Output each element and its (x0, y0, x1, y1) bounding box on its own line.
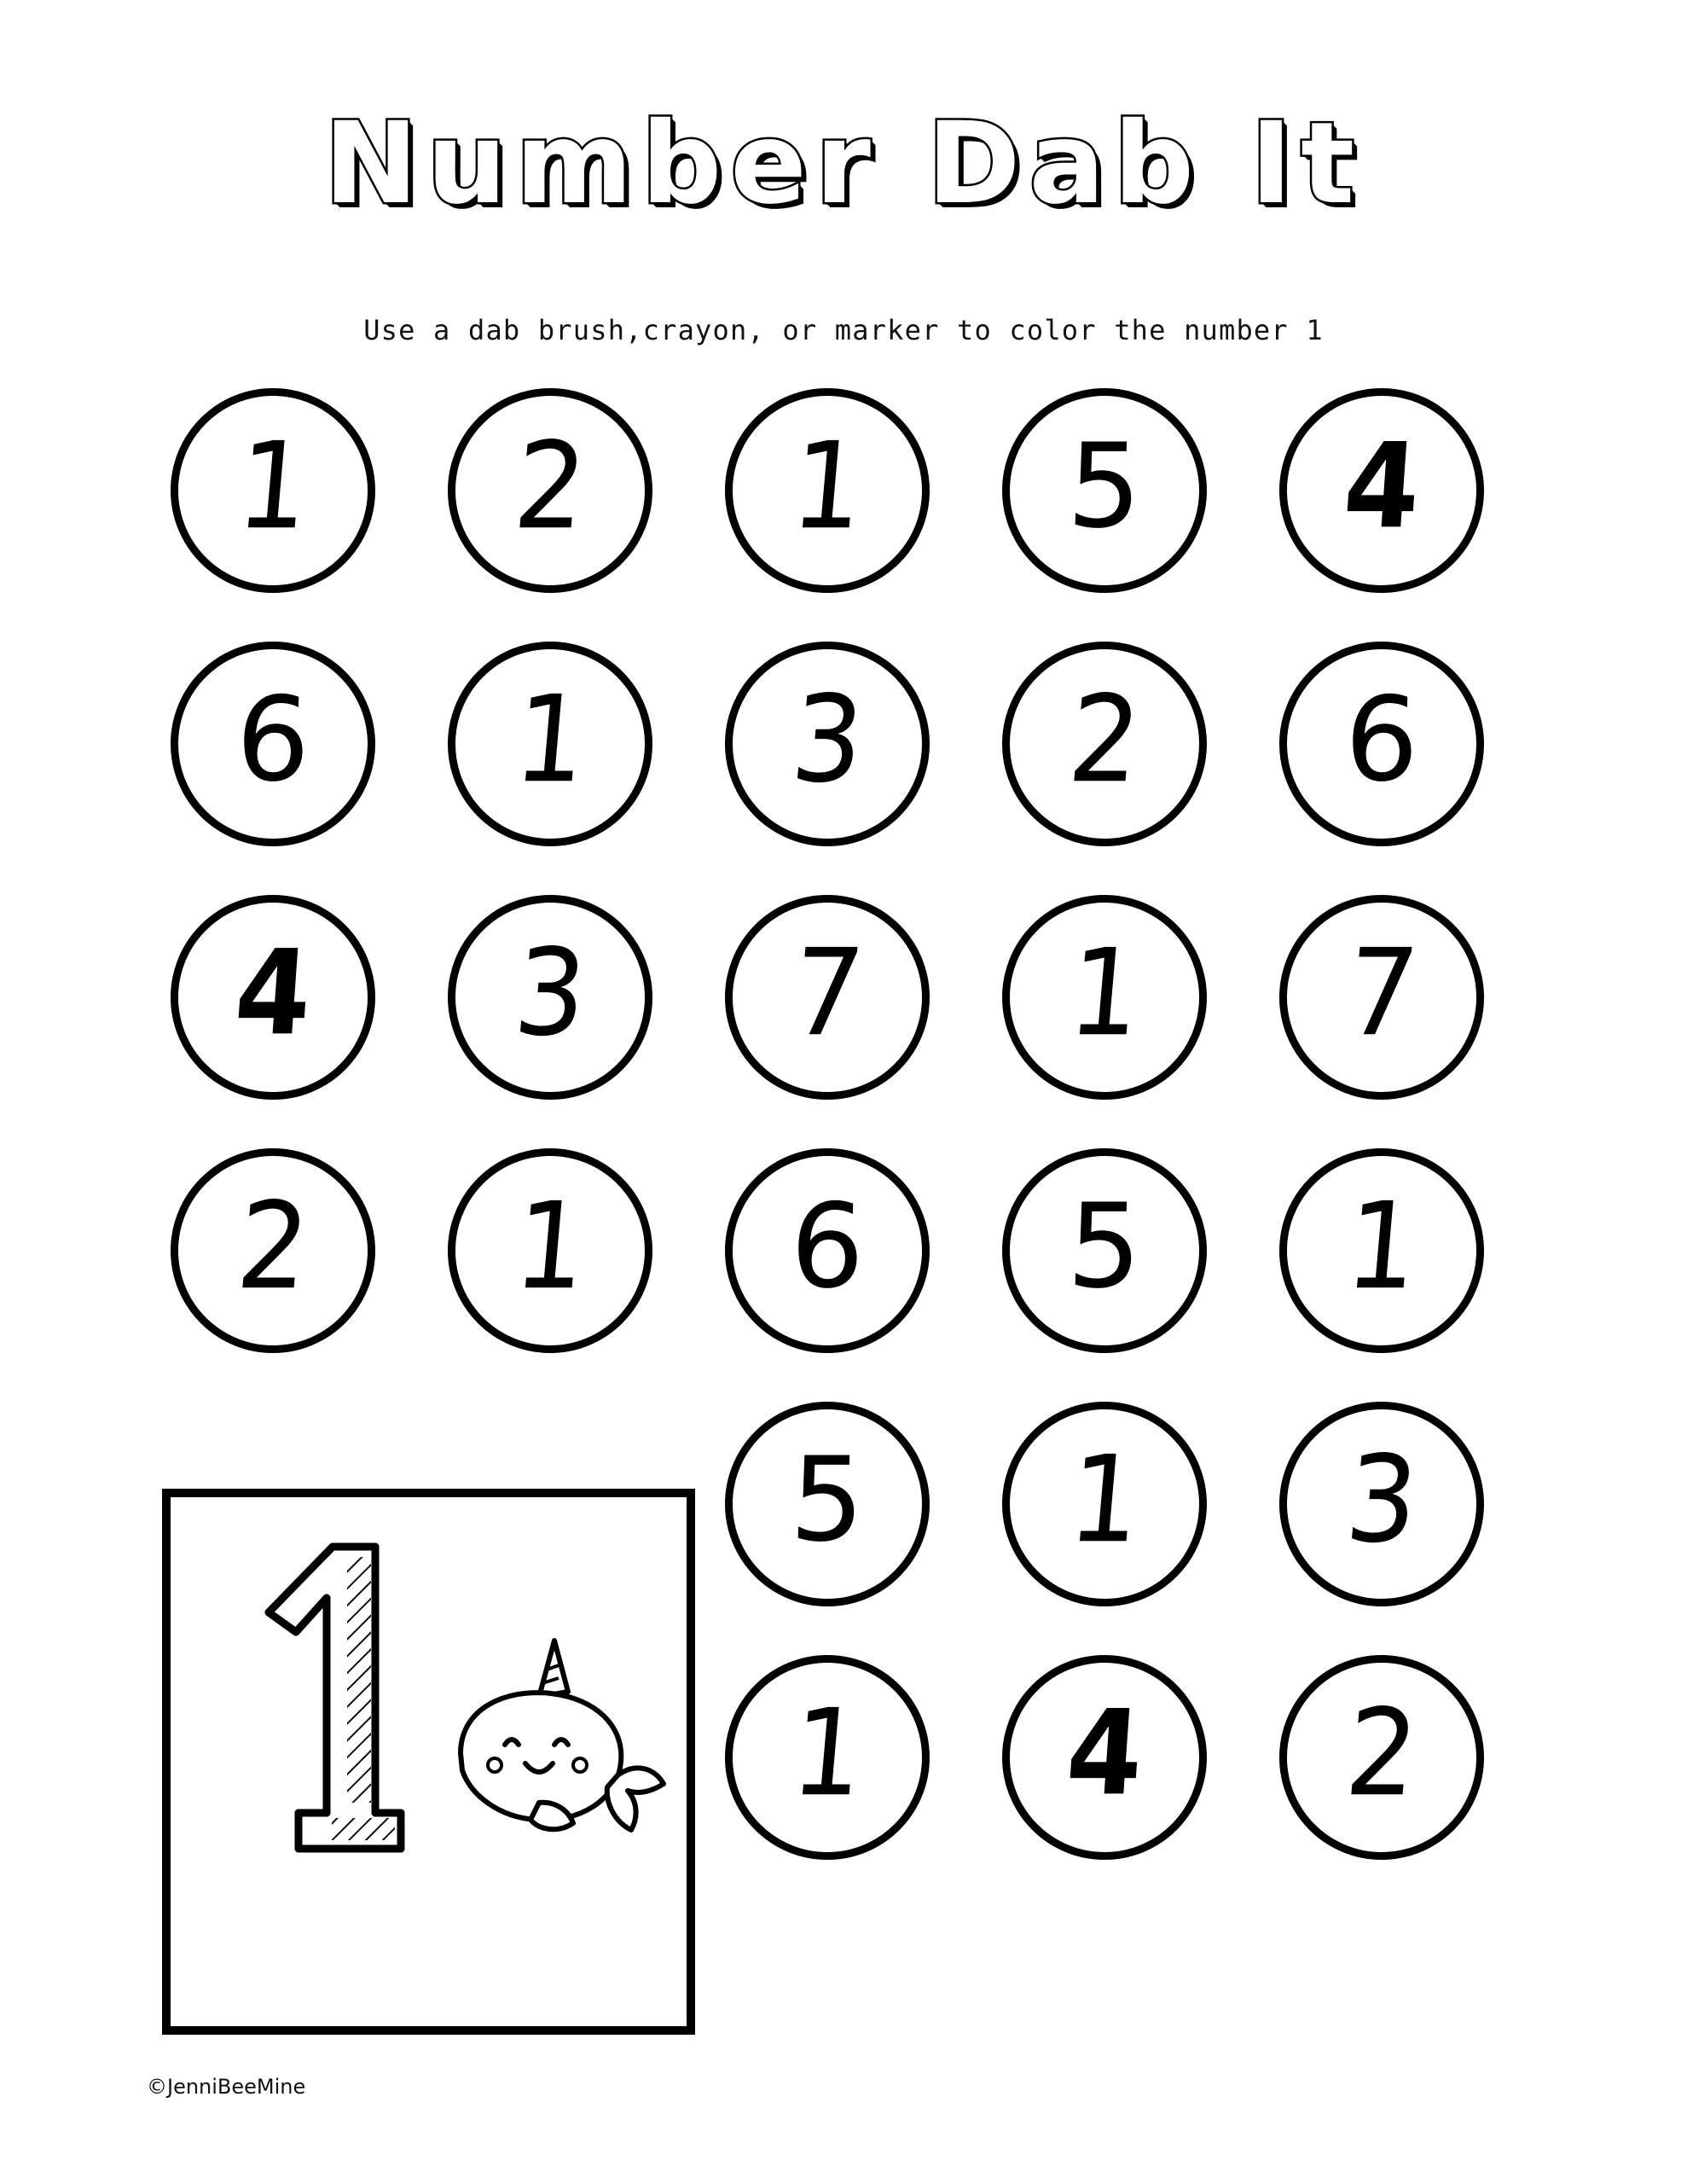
number-bubble[interactable] (1279, 1655, 1484, 1860)
number-bubble-digit: 1 (508, 669, 593, 810)
number-bubble[interactable] (1002, 1148, 1207, 1353)
target-number-illustration (217, 1531, 456, 1873)
number-bubble[interactable] (1279, 1402, 1484, 1606)
number-bubble-digit: 1 (1063, 922, 1147, 1063)
page-title: Number Dab It (323, 98, 1364, 229)
narwhal-icon (426, 1625, 674, 1873)
number-bubble-digit: 2 (1063, 669, 1147, 810)
number-bubble-digit: 2 (508, 415, 593, 556)
number-bubble[interactable] (171, 388, 375, 593)
number-bubble-digit: 1 (1063, 1429, 1147, 1570)
number-bubble[interactable] (725, 642, 930, 846)
number-bubble[interactable] (1002, 642, 1207, 846)
number-bubble-digit: 1 (231, 415, 316, 556)
number-bubble-digit: 6 (1342, 671, 1422, 808)
number-bubble[interactable] (448, 895, 652, 1100)
number-bubble[interactable] (448, 642, 652, 846)
number-bubble-digit: 5 (787, 1431, 867, 1568)
number-bubble-digit: 6 (787, 1177, 867, 1315)
number-bubble-digit: 4 (1062, 1684, 1148, 1822)
number-bubble-digit: 1 (508, 1176, 593, 1316)
number-bubble-digit: 4 (1339, 417, 1425, 555)
number-bubble-digit: 1 (786, 1682, 870, 1823)
number-bubble[interactable] (1279, 388, 1484, 593)
number-bubble-digit: 5 (1064, 1177, 1145, 1315)
number-bubble-digit: 6 (233, 671, 313, 808)
number-bubble[interactable] (1279, 1148, 1484, 1353)
number-bubble[interactable] (171, 895, 375, 1100)
number-bubble[interactable] (725, 1402, 930, 1606)
number-bubble[interactable] (725, 388, 930, 593)
number-bubble[interactable] (1002, 1655, 1207, 1860)
number-bubble-digit: 7 (786, 922, 870, 1063)
number-bubble[interactable] (1002, 1402, 1207, 1606)
number-bubble-digit: 3 (1340, 1429, 1424, 1570)
number-bubble-digit: 7 (1340, 922, 1424, 1063)
number-bubble-digit: 1 (1340, 1176, 1424, 1316)
number-bubble[interactable] (1279, 895, 1484, 1100)
copyright-text: ©JenniBeeMine (147, 2075, 306, 2099)
number-bubble[interactable] (1002, 895, 1207, 1100)
number-bubble-digit: 3 (508, 922, 593, 1063)
number-bubble[interactable] (1002, 388, 1207, 593)
number-bubble[interactable] (725, 1655, 930, 1860)
number-bubble[interactable] (725, 895, 930, 1100)
answer-key-box (162, 1489, 695, 2035)
instructions-text: Use a dab brush,crayon, or marker to color the number 1 (363, 314, 1324, 346)
number-bubble[interactable] (171, 1148, 375, 1353)
number-bubble-digit: 4 (230, 924, 316, 1062)
number-bubble-digit: 5 (1064, 417, 1145, 555)
number-bubble-digit: 2 (1340, 1682, 1424, 1823)
number-bubble[interactable] (448, 388, 652, 593)
number-bubble[interactable] (725, 1148, 930, 1353)
number-bubble-digit: 3 (786, 669, 870, 810)
number-bubble[interactable] (171, 642, 375, 846)
number-bubble-digit: 2 (231, 1176, 316, 1316)
number-bubble[interactable] (448, 1148, 652, 1353)
number-bubble[interactable] (1279, 642, 1484, 846)
number-bubble-digit: 1 (786, 415, 870, 556)
